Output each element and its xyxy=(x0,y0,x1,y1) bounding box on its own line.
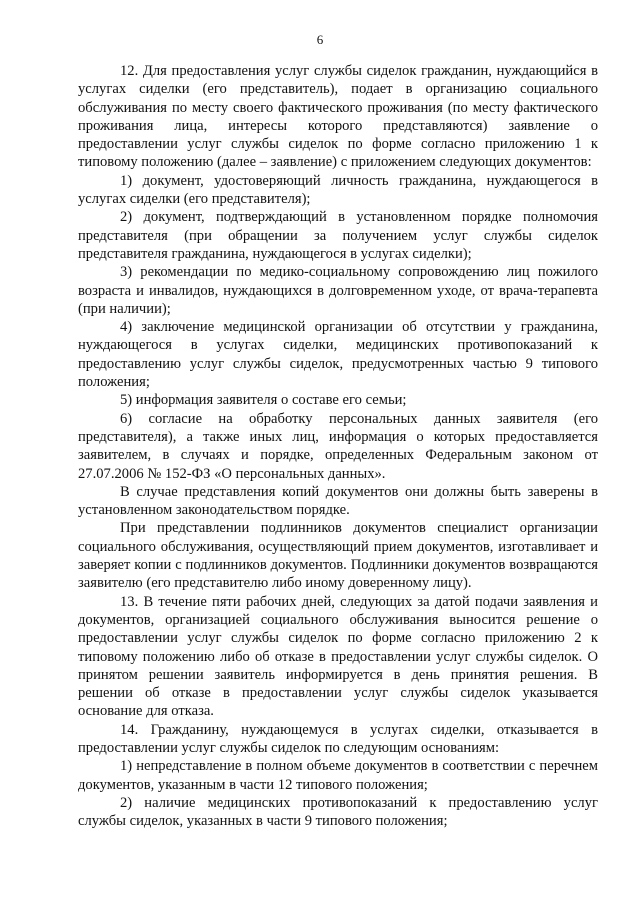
list-item-12-4: 4) заключение медицинской организации об отсутствии у гражданина, нуждающегося в услугах сиделки, медицинских противопоказаний к предоставлению услуг службы сиделок, предусмотренных частью 9 типового положения; xyxy=(78,319,598,391)
paragraph-14-refusal: 14. Гражданину, нуждающемуся в услугах сиделки, отказывается в предоставлении услуг службы сиделок по следующим основаниям: xyxy=(78,721,598,756)
list-item-12-1: 1) документ, удостоверяющий личность гражданина, нуждающегося в услугах сиделки (его представителя); xyxy=(78,172,598,208)
document-body xyxy=(78,62,598,830)
list-item-12-2: 2) документ, подтверждающий в установленном порядке полномочия представителя (при обращении за получением услуг службы сиделок представителя гражданина, нуждающегося в услугах сиделки); xyxy=(78,209,598,262)
list-item-14-1: 1) непредставление в полном объеме документов в соответствии с перечнем документов, указанным в части 12 типового положения; xyxy=(78,758,598,793)
list-item-12-3: 3) рекомендации по медико-социальному сопровождению лиц пожилого возраста и инвалидов, нуждающихся в долговременном уходе, от врача-терапевта (при наличии); xyxy=(78,264,598,317)
paragraph-copies-certification: В случае представления копий документов они должны быть заверены в установленном законодательством порядке. xyxy=(78,483,598,519)
page-number: 6 xyxy=(316,32,324,47)
list-item-14-2: 2) наличие медицинских противопоказаний к предоставлению услуг службы сиделок, указанных в части 9 типового положения; xyxy=(78,794,598,830)
paragraph-13-decision: 13. В течение пяти рабочих дней, следующих за датой подачи заявления и документов, организацией социального обслуживания выносится решение о предоставлении услуг службы сиделок по форме согласно приложению 2 к типовому положению либо об отказе в предоставлении услуг службы сиделок. О принятом решении заявитель информируется в день принятия решения. В решении об отказе в предоставлении услуг службы сиделок указывается основание для отказа. xyxy=(78,593,598,720)
list-item-12-6: 6) согласие на обработку персональных данных заявителя (его представителя), а также иных лиц, информация о которых предоставляется заявителем, в случаях и порядке, определенных Федеральным законом от 27.07.2006 № 152-ФЗ «О персональных данных». xyxy=(78,410,598,482)
paragraph-originals: При представлении подлинников документов специалист организации социального обслуживания, осуществляющий прием документов, изготавливает и заверяет копии с подлинников документов. Подлинники документов возвращаются заявителю (его представителю либо иному доверенному лицу). xyxy=(78,520,598,592)
list-item-12-5: 5) информация заявителя о составе его семьи; xyxy=(120,392,407,409)
paragraph-12-intro: 12. Для предоставления услуг службы сиделок гражданин, нуждающийся в услугах сиделки (его представитель), подает в организацию социального обслуживания по месту своего фактического проживания (по месту фактического проживания лица, интересы которого представляются) заявление о предоставлении услуг службы сиделок по форме согласно приложению 1 к типовому положению (далее – заявление) с приложением следующих документов: xyxy=(78,63,598,171)
